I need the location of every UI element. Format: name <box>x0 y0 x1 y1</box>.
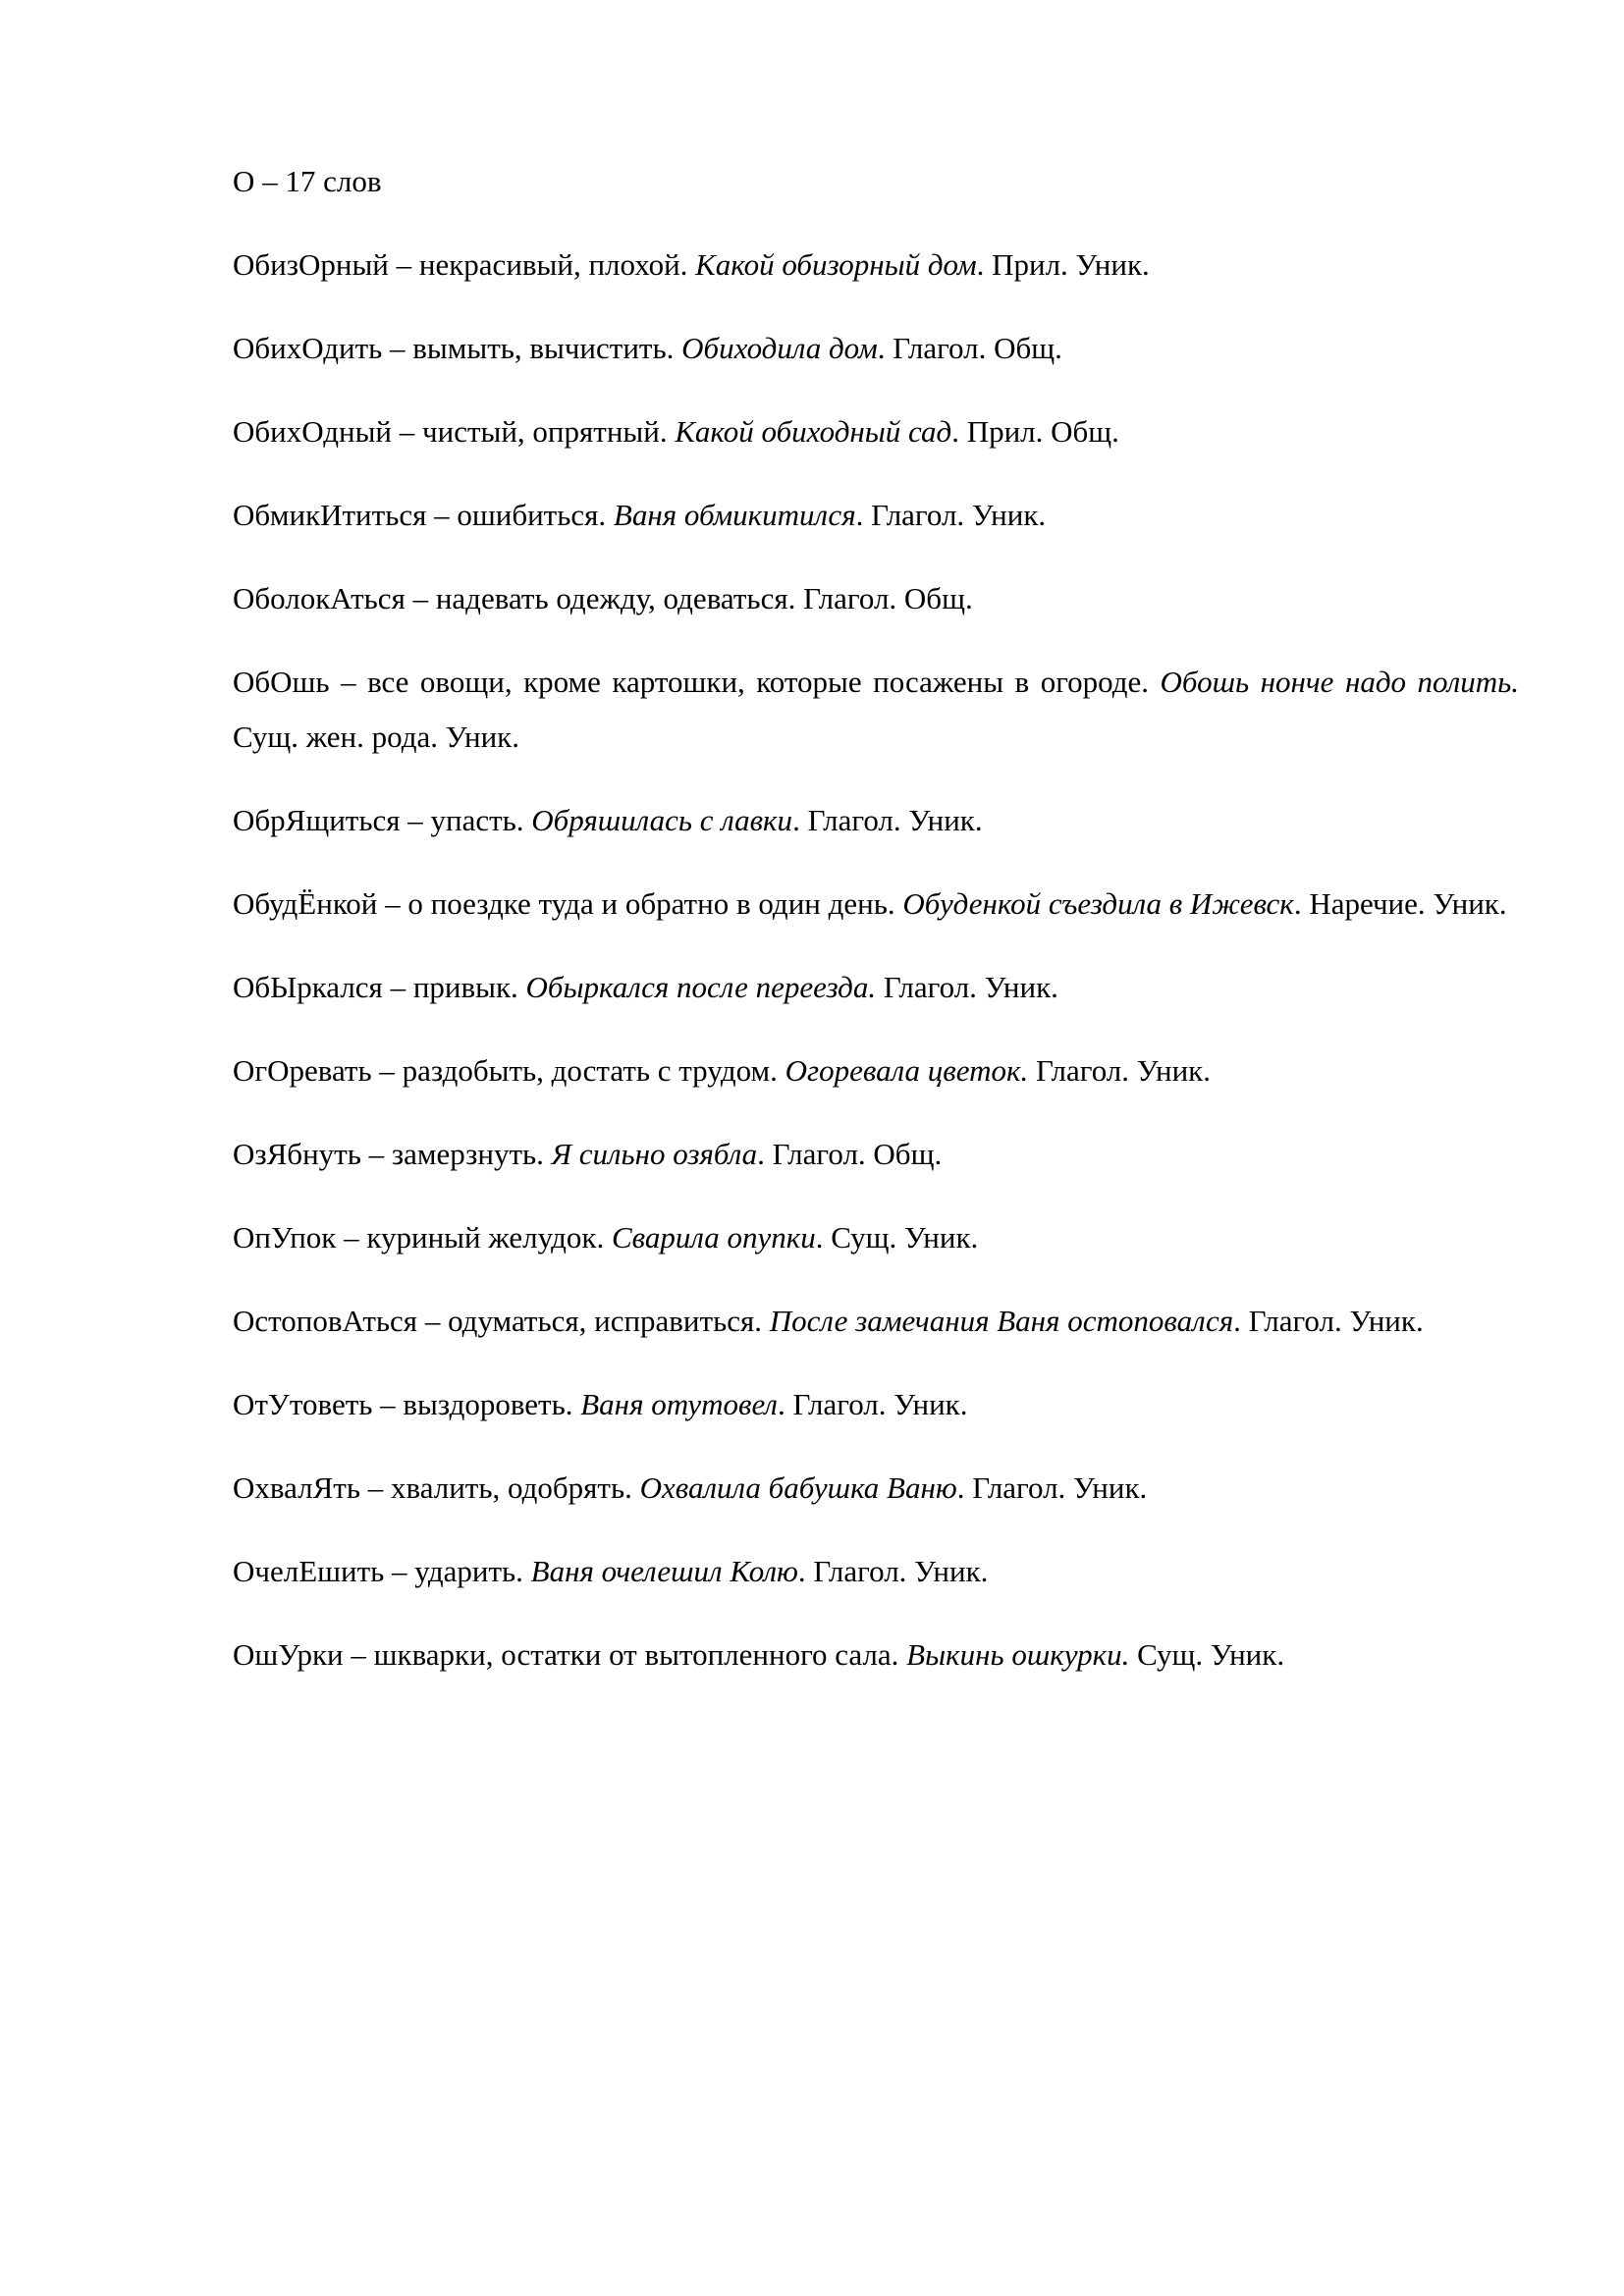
entry-headword: ОстоповАться <box>233 1304 418 1338</box>
entry-example: Обуденкой съездила в Ижевск <box>902 886 1294 921</box>
entry-dash: – <box>388 247 419 282</box>
entry-example: Я сильно озябла <box>551 1137 758 1171</box>
entry-headword: ОбихОдный <box>233 414 393 449</box>
entry-dash: – <box>343 1637 374 1672</box>
entry-headword: ОшУрки <box>233 1637 344 1672</box>
entry-definition: ошибиться. <box>457 498 607 532</box>
entry-definition: раздобыть, достать с трудом. <box>402 1053 778 1088</box>
dictionary-entry-list <box>233 238 1519 1682</box>
dictionary-entry <box>233 238 1519 293</box>
entry-grammar: Глагол. Уник. <box>876 970 1058 1004</box>
dictionary-entry <box>233 488 1519 543</box>
entry-dash: – <box>392 414 423 449</box>
entry-headword: ОбрЯщиться <box>233 803 401 837</box>
entry-headword: ОбудЁнкой <box>233 886 378 921</box>
entry-headword: ОбмикИтиться <box>233 498 427 532</box>
entry-example: После замечания Ваня остоповался <box>769 1304 1234 1338</box>
entry-dash: – <box>336 1220 367 1255</box>
entry-grammar: . Сущ. Уник. <box>815 1220 979 1255</box>
entry-example: Обиходила дом <box>681 331 878 365</box>
entry-dash: – <box>384 1554 415 1588</box>
document-page <box>233 154 1519 1711</box>
entry-grammar: . Глагол. Уник. <box>777 1387 968 1421</box>
entry-headword: ОбЫркался <box>233 970 383 1004</box>
entry-grammar: . Глагол. Общ. <box>877 331 1062 365</box>
entry-definition: шкварки, остатки от вытопленного сала. <box>373 1637 899 1672</box>
entry-dash: – <box>400 803 431 837</box>
entry-definition: привык. <box>412 970 518 1004</box>
dictionary-entry <box>233 877 1519 932</box>
entry-example: Обошь нонче надо полить. <box>1160 665 1519 699</box>
dictionary-entry <box>233 1377 1519 1432</box>
entry-example: Огоревала цветок. <box>785 1053 1029 1088</box>
dictionary-entry <box>233 1544 1519 1599</box>
entry-example: Ваня обмикитился <box>613 498 856 532</box>
entry-headword: ОхвалЯть <box>233 1470 360 1505</box>
entry-dash: – <box>405 581 436 615</box>
entry-definition: упасть. <box>430 803 524 837</box>
entry-headword: ОбОшь <box>233 665 330 699</box>
entry-headword: ОбизОрный <box>233 247 389 282</box>
entry-grammar: Глагол. Общ. <box>803 581 973 615</box>
entry-dash: – <box>377 886 408 921</box>
entry-dash: – <box>360 1137 392 1171</box>
dictionary-entry <box>233 655 1519 765</box>
entry-dash: – <box>359 1470 391 1505</box>
entry-dash: – <box>426 498 458 532</box>
entry-grammar: . Глагол. Общ. <box>757 1137 943 1171</box>
entry-grammar: Сущ. Уник. <box>1129 1637 1285 1672</box>
entry-definition: ударить. <box>414 1554 523 1588</box>
dictionary-entry <box>233 1043 1519 1098</box>
entry-grammar: . Глагол. Уник. <box>797 1554 989 1588</box>
dictionary-entry <box>233 321 1519 376</box>
dictionary-entry <box>233 571 1519 626</box>
entry-grammar: Сущ. жен. рода. Уник. <box>233 720 519 754</box>
entry-dash: – <box>382 970 413 1004</box>
entry-headword: ОзЯбнуть <box>233 1137 361 1171</box>
entry-example: Выкинь ошкурки. <box>906 1637 1130 1672</box>
entry-definition: одуматься, исправиться. <box>448 1304 762 1338</box>
entry-grammar: . Глагол. Уник. <box>792 803 983 837</box>
entry-definition: надевать одежду, одеваться. <box>435 581 796 615</box>
entry-headword: ОгОревать <box>233 1053 372 1088</box>
entry-definition: о поездке туда и обратно в один день. <box>407 886 895 921</box>
entry-example: Сварила опупки <box>611 1220 816 1255</box>
entry-grammar: . Глагол. Уник. <box>956 1470 1148 1505</box>
section-heading: О – 17 слов <box>233 164 382 198</box>
dictionary-entry <box>233 404 1519 459</box>
entry-dash: – <box>371 1053 403 1088</box>
entry-dash: – <box>372 1387 404 1421</box>
dictionary-entry <box>233 960 1519 1015</box>
entry-definition: некрасивый, плохой. <box>418 247 688 282</box>
entry-headword: ОболокАться <box>233 581 406 615</box>
entry-grammar: Глагол. Уник. <box>1028 1053 1211 1088</box>
entry-grammar: . Прил. Общ. <box>951 414 1119 449</box>
entry-grammar: . Наречие. Уник. <box>1293 886 1507 921</box>
entry-example: Охвалила бабушка Ваню <box>639 1470 957 1505</box>
entry-grammar: . Глагол. Уник. <box>855 498 1047 532</box>
entry-headword: ОбихОдить <box>233 331 383 365</box>
dictionary-entry <box>233 793 1519 848</box>
entry-headword: ОтУтоветь <box>233 1387 373 1421</box>
dictionary-entry <box>233 1461 1519 1516</box>
entry-example: Какой обизорный дом <box>695 247 977 282</box>
entry-example: Обыркался после переезда. <box>525 970 877 1004</box>
entry-example: Ваня очелешил Колю <box>530 1554 798 1588</box>
entry-dash: – <box>329 665 368 699</box>
entry-definition: все овощи, кроме картошки, которые посажены в огороде. <box>367 665 1150 699</box>
dictionary-entry <box>233 1628 1519 1682</box>
entry-example: Какой обиходный сад <box>675 414 952 449</box>
entry-definition: замерзнуть. <box>391 1137 544 1171</box>
entry-definition: выздороветь. <box>403 1387 573 1421</box>
entry-grammar: . Глагол. Уник. <box>1233 1304 1424 1338</box>
entry-definition: хвалить, одобрять. <box>390 1470 632 1505</box>
entry-grammar: . Прил. Уник. <box>976 247 1150 282</box>
entry-definition: вымыть, вычистить. <box>412 331 675 365</box>
entry-headword: ОчелЕшить <box>233 1554 385 1588</box>
entry-definition: чистый, опрятный. <box>422 414 668 449</box>
entry-dash: – <box>417 1304 449 1338</box>
entry-headword: ОпУпок <box>233 1220 337 1255</box>
entry-example: Ваня отутовел <box>580 1387 778 1421</box>
dictionary-entry <box>233 1127 1519 1182</box>
entry-example: Обряшилась с лавки <box>531 803 793 837</box>
dictionary-entry <box>233 1210 1519 1265</box>
entry-definition: куриный желудок. <box>366 1220 605 1255</box>
entry-dash: – <box>382 331 413 365</box>
dictionary-entry <box>233 1294 1519 1349</box>
